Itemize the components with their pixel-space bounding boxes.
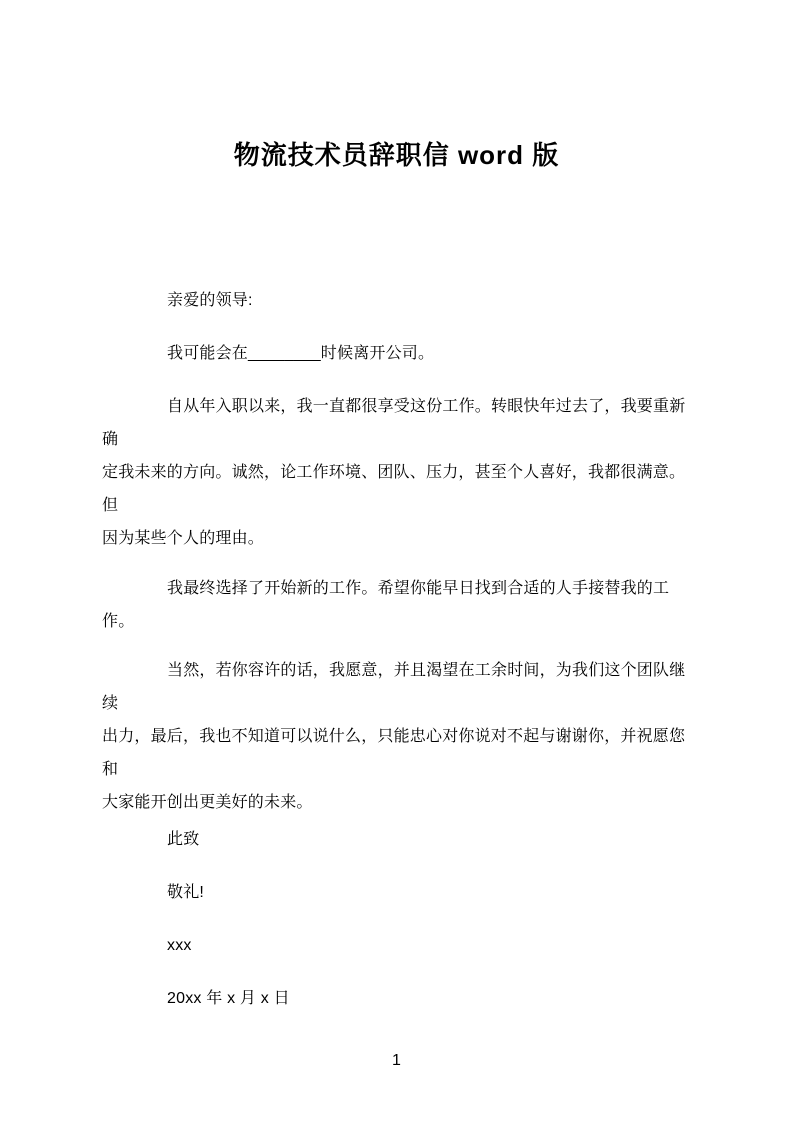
signature: xxx — [167, 937, 192, 954]
paragraph-reason — [102, 390, 697, 555]
paragraph-new-job: 我最终选择了开始新的工作。希望你能早日找到合适的人手接替我的工作。 — [102, 580, 670, 630]
date-line: 20xx 年 x 月 x 日 — [167, 990, 290, 1007]
closing-cizhi: 此致 — [167, 831, 200, 848]
paragraph-reason-line-3: 因为某些个人的理由。 — [102, 530, 265, 547]
paragraph-wish-line-2: 出力，最后，我也不知道可以说什么，只能忠心对你说对不起与谢谢你，并祝愿您和 — [102, 728, 686, 778]
paragraph-reason-line-1: 自从年入职以来，我一直都很享受这份工作。转眼快年过去了，我要重新确 — [102, 398, 686, 448]
salutation: 亲爱的领导: — [167, 292, 253, 309]
closing-jingli: 敬礼! — [167, 884, 205, 901]
paragraph-wish-line-3: 大家能开创出更美好的未来。 — [102, 794, 313, 811]
page-number: 1 — [392, 1052, 401, 1069]
paragraph-wish — [102, 654, 697, 819]
paragraph-reason-line-2: 定我未来的方向。诚然，论工作环境、团队、压力，甚至个人喜好，我都很满意。但 — [102, 464, 686, 514]
paragraph-leave-date: 我可能会在________时候离开公司。 — [167, 345, 435, 362]
document-title: 物流技术员辞职信 word 版 — [233, 140, 560, 170]
paragraph-wish-line-1: 当然，若你容许的话，我愿意，并且渴望在工余时间，为我们这个团队继续 — [102, 662, 686, 712]
